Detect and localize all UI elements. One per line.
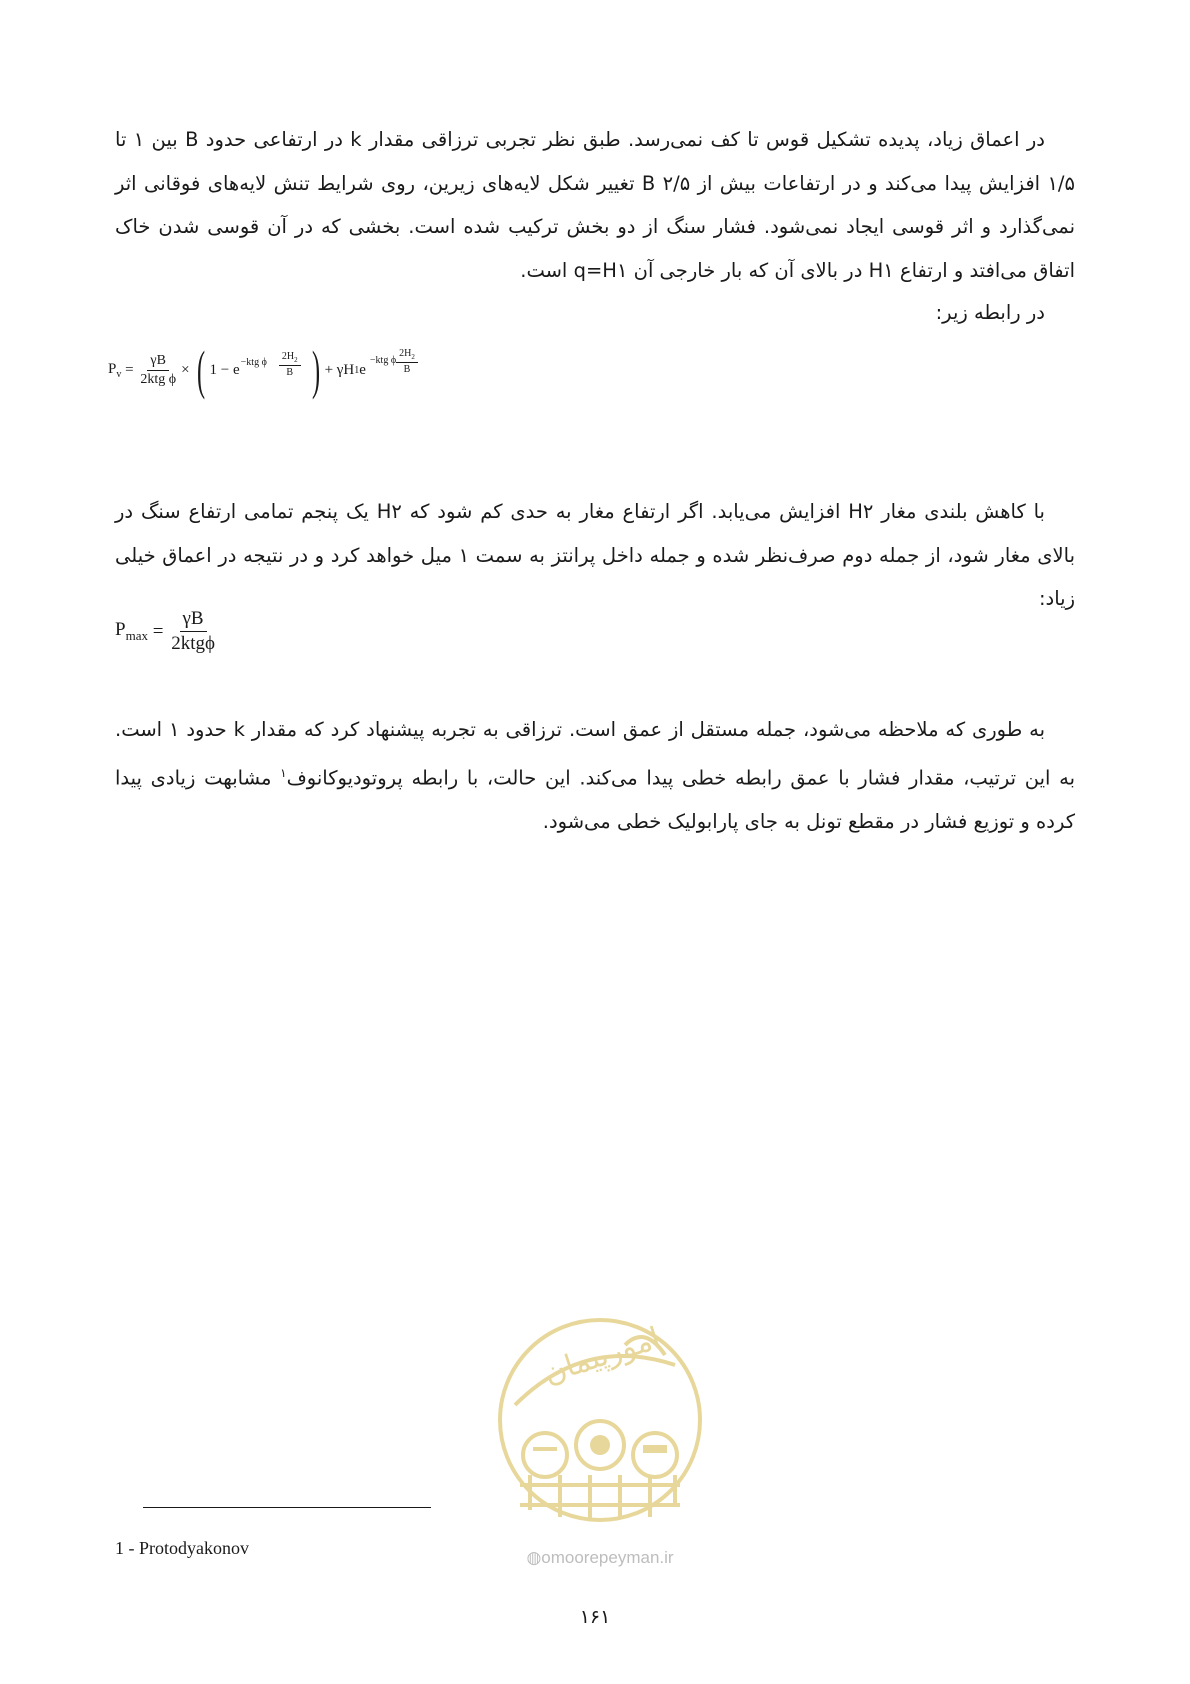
left-paren: ( (196, 340, 205, 400)
footnote-reference: ۱ (280, 765, 287, 780)
globe-icon: ◍ (526, 1548, 542, 1567)
formula-pmax-lhs: $P_{max}$ (115, 619, 148, 643)
paragraph-3-text: با کاهش بلندی مغار H۲ افزایش می‌یابد. اگر ارتفاع مغار به حدی کم شود که H۲ یک پنجم تمامی ارتفاع سنگ در بالای مغار شود، از جمله دوم صرف‌نظر شده و جمله داخل پرانتز به سمت ۱ میل خواهد کرد و در نتیجه در اعماق خیلی زیاد: (115, 500, 1076, 610)
formula-pv-one-minus: 1 − e $^{-ktg \phi}$ $\frac{2H_2}{B}$ (210, 357, 301, 384)
paragraph-3 (115, 490, 1075, 621)
formula-pmax-eq: = (147, 620, 169, 642)
paragraph-2 (115, 291, 1075, 335)
paragraph-4-text-a: به طوری که ملاحظه می‌شود، جمله مستقل از عمق است. ترزاقی به تجربه پیشنهاد کرد که مقدار k حدود ۱ است. به این ترتیب، مقدار فشار با عمق رابطه خطی پیدا می‌کند. این حالت، با رابطه پروتودیوکانوف (115, 718, 1076, 789)
formula-pv-eq: = (121, 361, 138, 378)
paragraph-4-text-b: مشابهت زیادی پیدا کرده و توزیع فشار در مقطع تونل به جای پارابولیک خطی می‌شود. (115, 766, 1075, 833)
formula-pv (108, 340, 418, 400)
paragraph-2-text: در رابطه زیر: (935, 301, 1045, 324)
paragraph-1-text: در اعماق زیاد، پدیده تشکیل قوس تا کف نمی‌رسد. طبق نظر تجربی ترزاقی مقدار k در ارتفاعی حدود B بین ۱ تا ۱/۵ افزایش پیدا می‌کند و در ارتفاعات بیش از B ۲/۵ تغییر شکل لایه‌های زیرین، روی شرایط تنش لایه‌های فوقانی اثر نمی‌گذارد و اثر قوسی ایجاد نمی‌شود. فشار سنگ از دو بخش ترکیب شده است. بخشی که در آن قوسی شدن خاک اتفاق می‌افتد و ارتفاع H۱ در بالای آن که بار خارجی آن q=H۱ است. (115, 128, 1075, 282)
right-paren: ) (311, 340, 320, 400)
paragraph-1 (115, 118, 1075, 292)
watermark-logo (485, 1295, 715, 1565)
footnote: 1 - Protodyakonov (115, 1538, 249, 1558)
formula-pv-second-term: + γH 1 e $^{-ktg \phi}$ $\frac{2H_2}{B}$ (325, 357, 418, 384)
page-number: ۱۶۱ (579, 1606, 611, 1628)
watermark-site: ◍omoorepeyman.ir (526, 1548, 674, 1567)
paragraph-4 (115, 708, 1075, 843)
formula-pmax-fraction: $\frac{\gamma B}{\text{2ktgϕ}}$ (171, 608, 215, 654)
formula-pv-lhs: $P_v$ (108, 360, 122, 380)
watermark-logo-text: امورپیمان (539, 1320, 665, 1392)
footnote-divider (143, 1507, 431, 1508)
formula-pv-fraction: $\frac{\gamma B}{\text{2ktg ϕ}}$ (140, 352, 177, 387)
formula-pmax (115, 608, 218, 655)
formula-pv-times: × (181, 361, 190, 378)
